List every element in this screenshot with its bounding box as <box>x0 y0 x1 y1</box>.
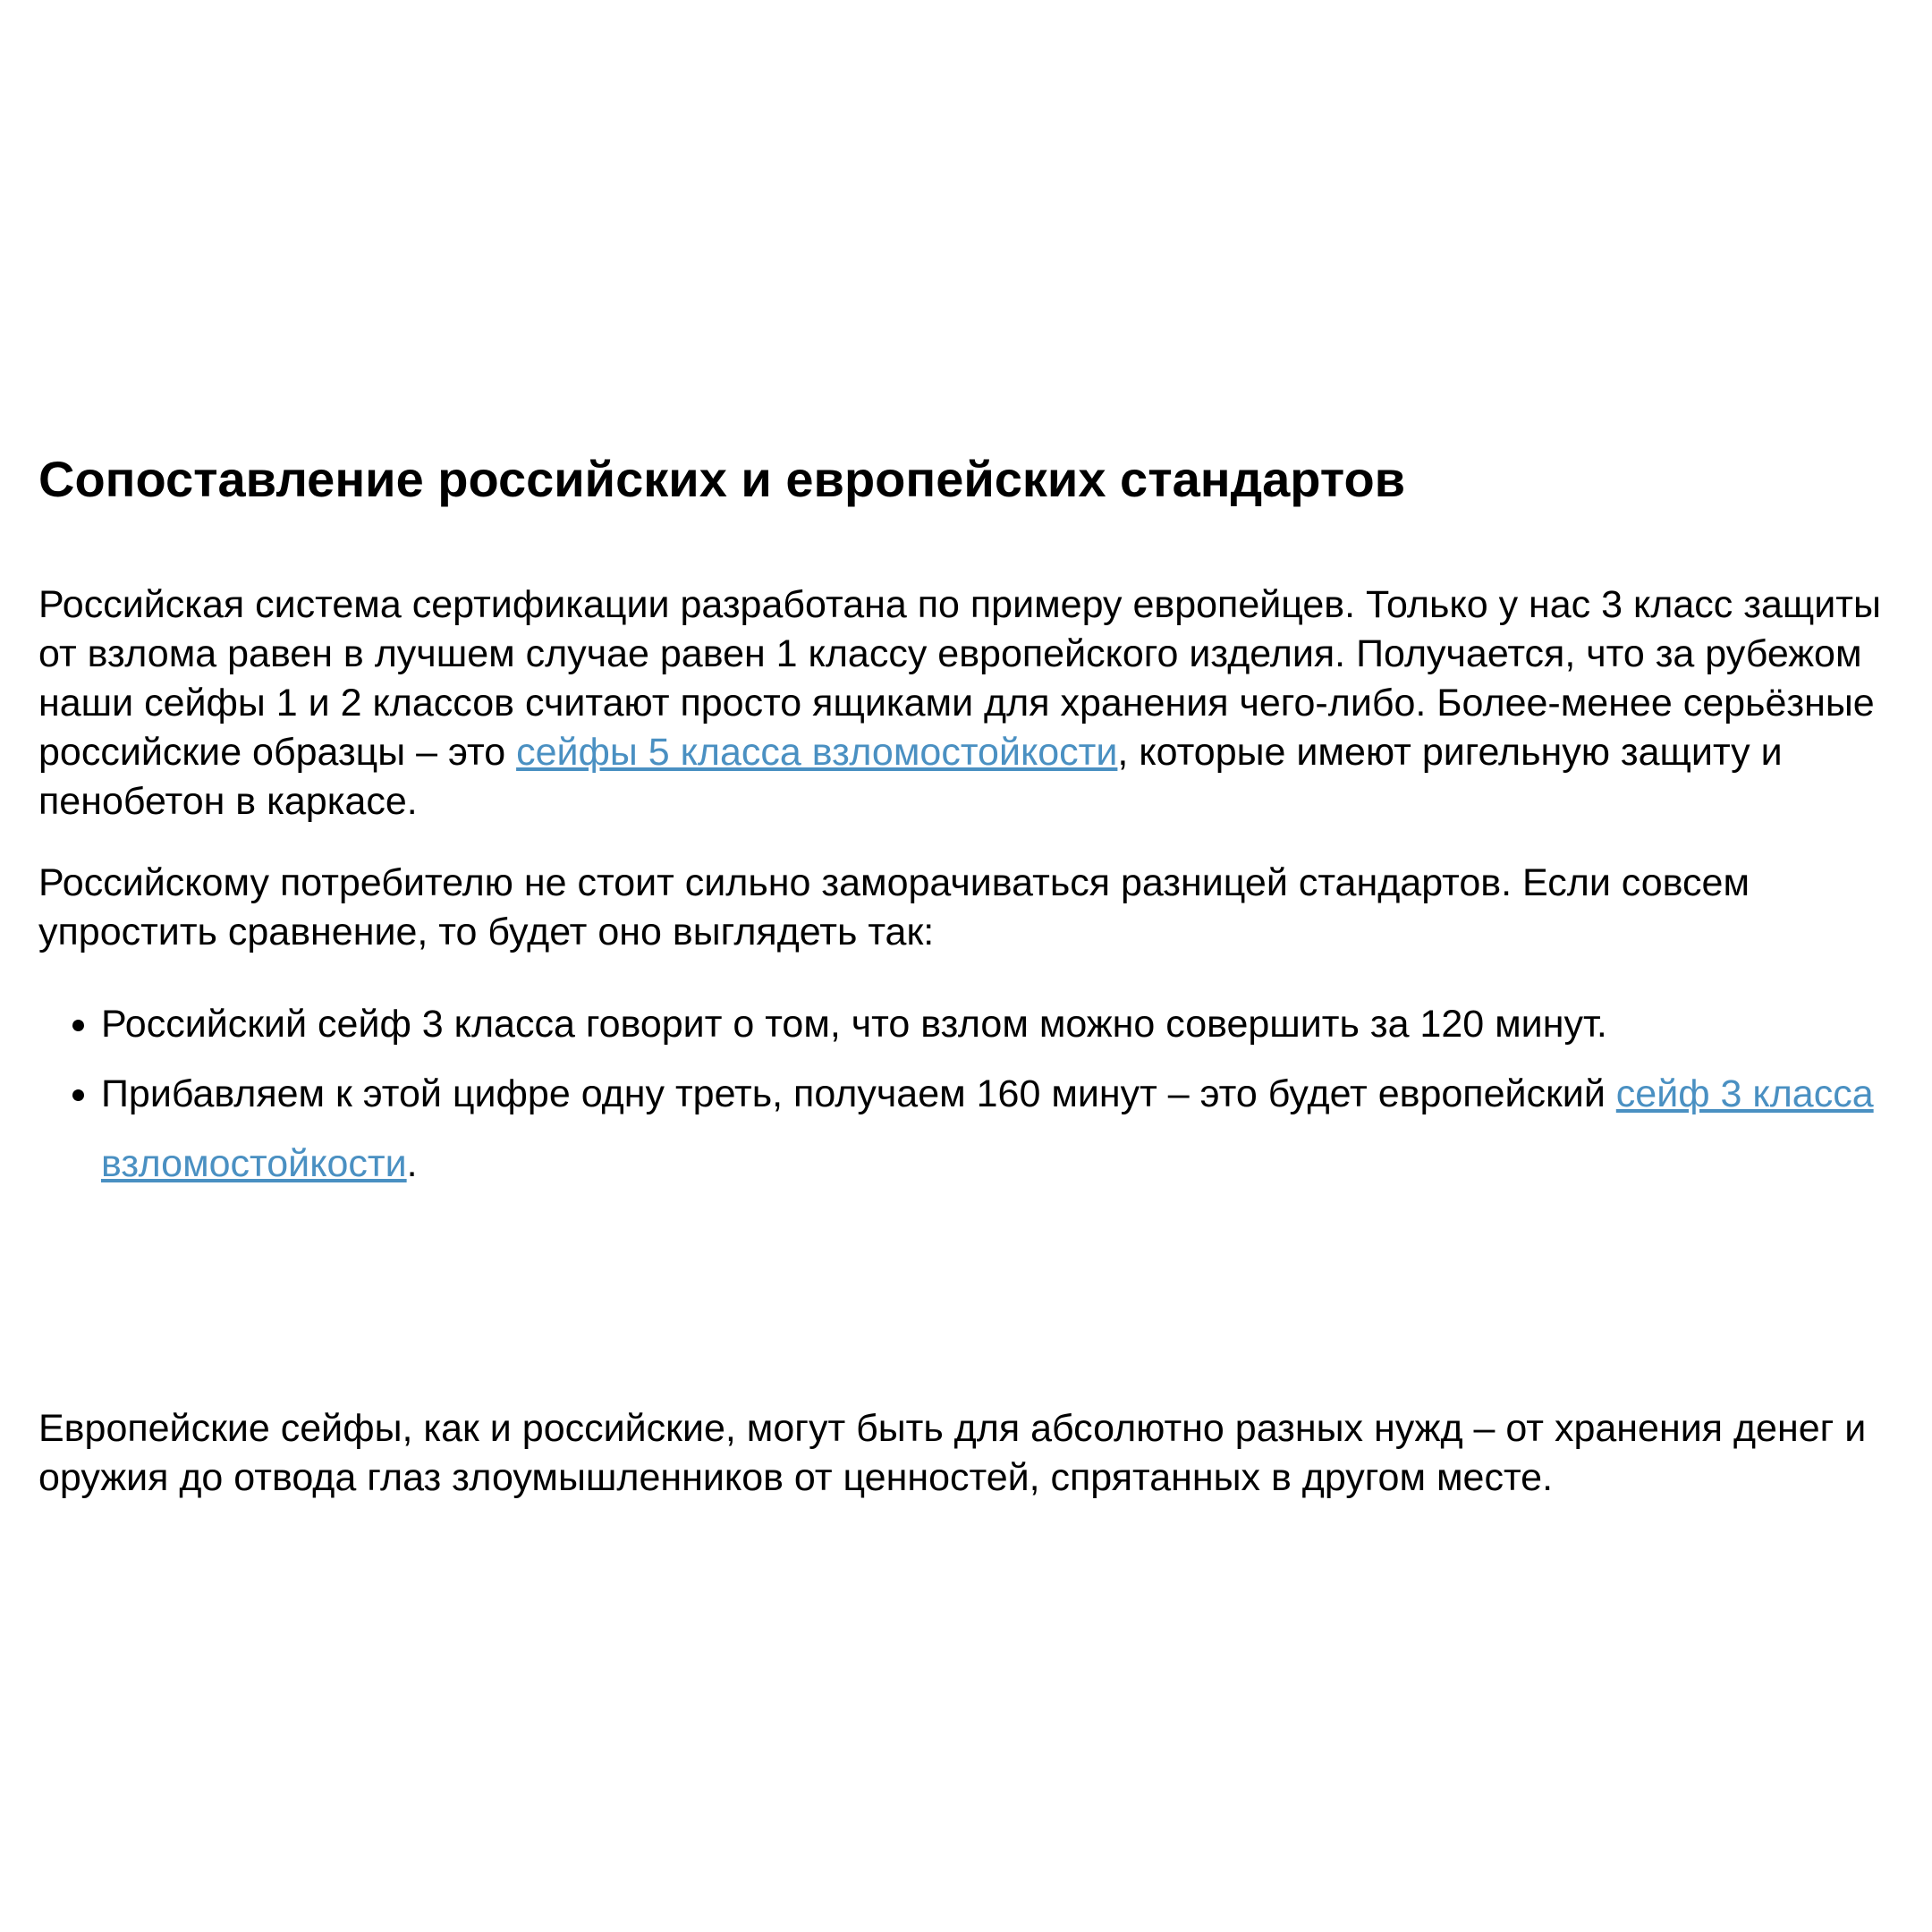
list-item-russian-safe: • Российский сейф 3 класса говорит о том, что взлом можно совершить за 120 минут. <box>101 989 1921 1059</box>
paragraph-european-safes: Европейские сейфы, как и российские, могут быть для абсолютно разных нужд – от хранения денег и оружия до отвода глаз злоумышленников от ценностей, спрятанных в другом месте. <box>38 1407 1867 1500</box>
link-safes-class-5[interactable]: сейфы 5 класса взломостойкости <box>516 731 1118 775</box>
list-item-european-safe-text: Прибавляем к этой цифре одну треть, получаем 160 минут – это будет европейский <box>101 1072 1616 1116</box>
page-title: Сопоставление российских и европейских стандартов <box>38 451 1406 507</box>
list-item-european-safe <box>101 1059 1921 1199</box>
paragraph-certification-text: Российская система сертификации разработана по примеру европейцев. Только у нас 3 класс защиты от взлома равен в лучшем случае равен 1 классу европейского изделия. Получается, что за рубежом наши сейфы 1 и 2 классов считают просто ящиками для хранения чего-либо. Более-менее серьёзные российские образцы – это <box>38 583 1881 775</box>
comparison-list <box>38 989 1921 1199</box>
paragraph-certification <box>38 580 1921 826</box>
link-safe-class-3[interactable]: сейф 3 класса взломостойкости <box>101 1072 1874 1186</box>
paragraph-certification-text-after: , которые имеют ригельную защиту и пенобетон в каркасе. <box>38 731 1783 824</box>
paragraph-consumer: Российскому потребителю не стоит сильно заморачиваться разницей стандартов. Если совсем упростить сравнение, то будет оно выглядеть так: <box>38 861 1750 954</box>
list-item-european-safe-text-after: . <box>406 1142 418 1186</box>
